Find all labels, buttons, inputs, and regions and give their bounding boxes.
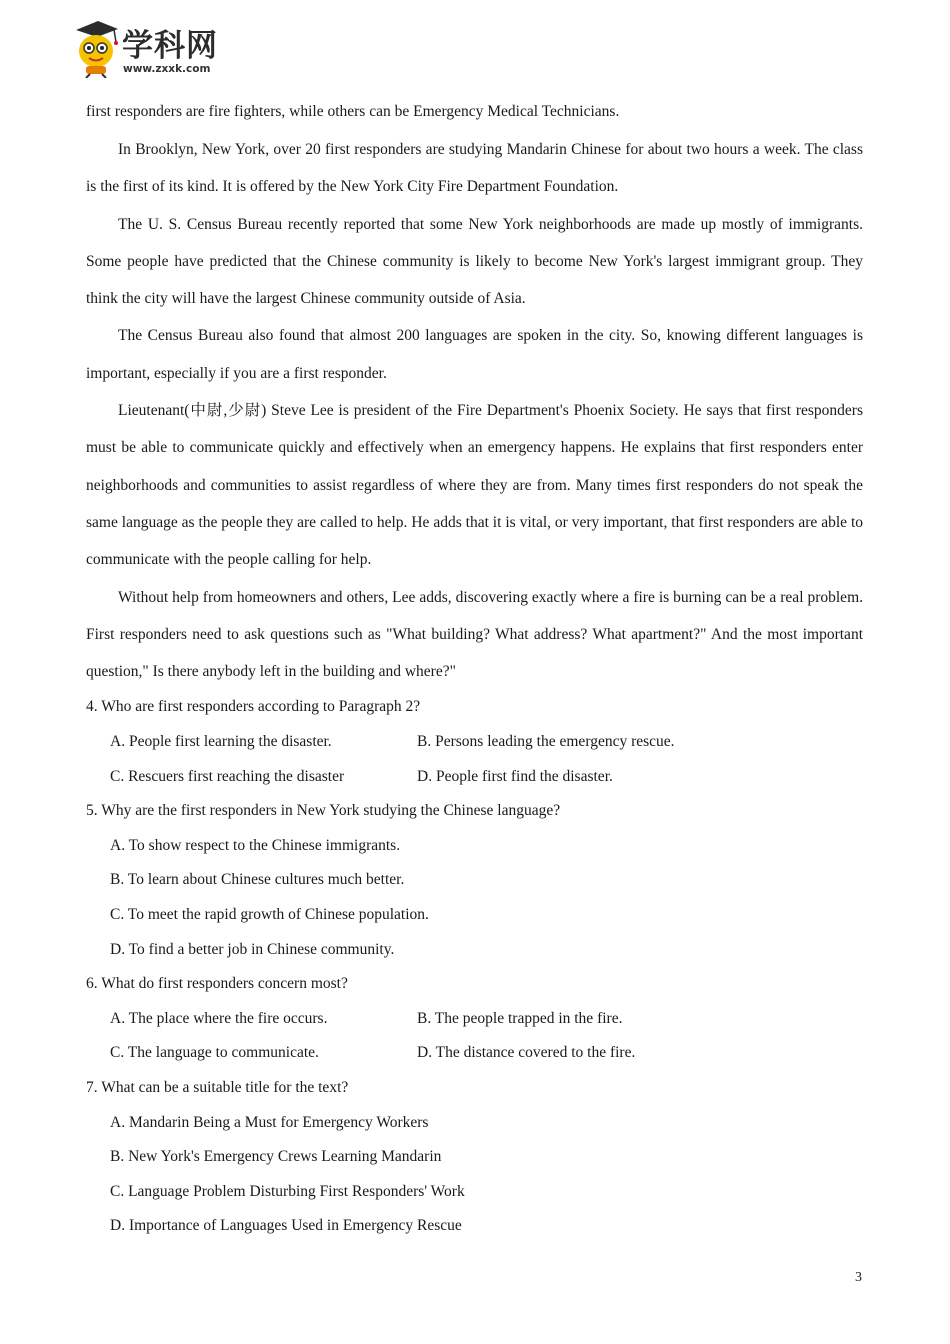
question-6 [86,967,863,1071]
option-d: D. The distance covered to the fire. [417,1044,636,1062]
question-stem: 4. Who are first responders according to Paragraph 2? [86,698,421,716]
option-b: B. New York's Emergency Crews Learning Mandarin [110,1148,442,1166]
mascot-icon [72,18,122,78]
option-c: C. Language Problem Disturbing First Responders' Work [110,1182,465,1200]
question-5 [86,794,863,967]
passage-paragraph: The Census Bureau also found that almost 200 languages are spoken in the city. So, knowing different languages is important, especially if you are a first responder. [86,327,863,382]
logo-text: 学科网 [122,28,218,64]
question-7 [86,1071,863,1244]
question-stem: 6. What do first responders concern most? [86,975,348,993]
passage-paragraph: In Brooklyn, New York, over 20 first responders are studying Mandarin Chinese for about two hours a week. The class is the first of its kind. It is offered by the New York City Fire Department Foundation. [86,141,863,196]
passage-paragraph: Without help from homeowners and others, Lee adds, discovering exactly where a fire is burning can be a real problem. First responders need to ask questions such as "What building? What address? What apartment?" And the most important question," Is there anybody left in the building and where?" [86,588,863,681]
option-d: D. Importance of Languages Used in Emergency Rescue [110,1217,462,1235]
option-b: B. To learn about Chinese cultures much better. [110,871,405,889]
option-c: C. To meet the rapid growth of Chinese population. [110,906,429,924]
option-c: C. The language to communicate. [110,1044,319,1062]
site-logo [72,18,232,80]
page-number: 3 [855,1270,862,1285]
passage-paragraph: Lieutenant(中尉,少尉) Steve Lee is president of the Fire Department's Phoenix Society. He says that first responders must be able to communicate quickly and effectively when an emergency happens. He explains that first responders enter neighborhoods and communities to assist regardless of where they are from. Many times first responders do not speak the same language as the people they are called to help. He adds that it is vital, or very important, that first responders are able to communicate with the people calling for help. [86,402,863,569]
option-a: A. People first learning the disaster. [110,733,332,751]
option-c: C. Rescuers first reaching the disaster [110,767,345,785]
option-d: D. People first find the disaster. [417,767,613,785]
logo-url: www.zxxk.com [123,63,211,75]
option-b: B. The people trapped in the fire. [417,1009,623,1027]
option-a: A. Mandarin Being a Must for Emergency Workers [110,1113,429,1131]
option-b: B. Persons leading the emergency rescue. [417,733,675,751]
option-d: D. To find a better job in Chinese community. [110,940,395,958]
option-a: A. The place where the fire occurs. [110,1009,328,1027]
passage-paragraph: The U. S. Census Bureau recently reported that some New York neighborhoods are made up mostly of immigrants. Some people have predicted that the Chinese community is likely to become New York's largest immigrant group. They think the city will have the largest Chinese community outside of Asia. [86,215,863,308]
passage-paragraph: first responders are fire fighters, while others can be Emergency Medical Technicians. [86,103,620,120]
document-body [86,97,863,1244]
option-a: A. To show respect to the Chinese immigrants. [110,836,401,854]
question-stem: 5. Why are the first responders in New York studying the Chinese language? [86,802,561,820]
question-stem: 7. What can be a suitable title for the text? [86,1078,349,1096]
question-4 [86,690,863,794]
